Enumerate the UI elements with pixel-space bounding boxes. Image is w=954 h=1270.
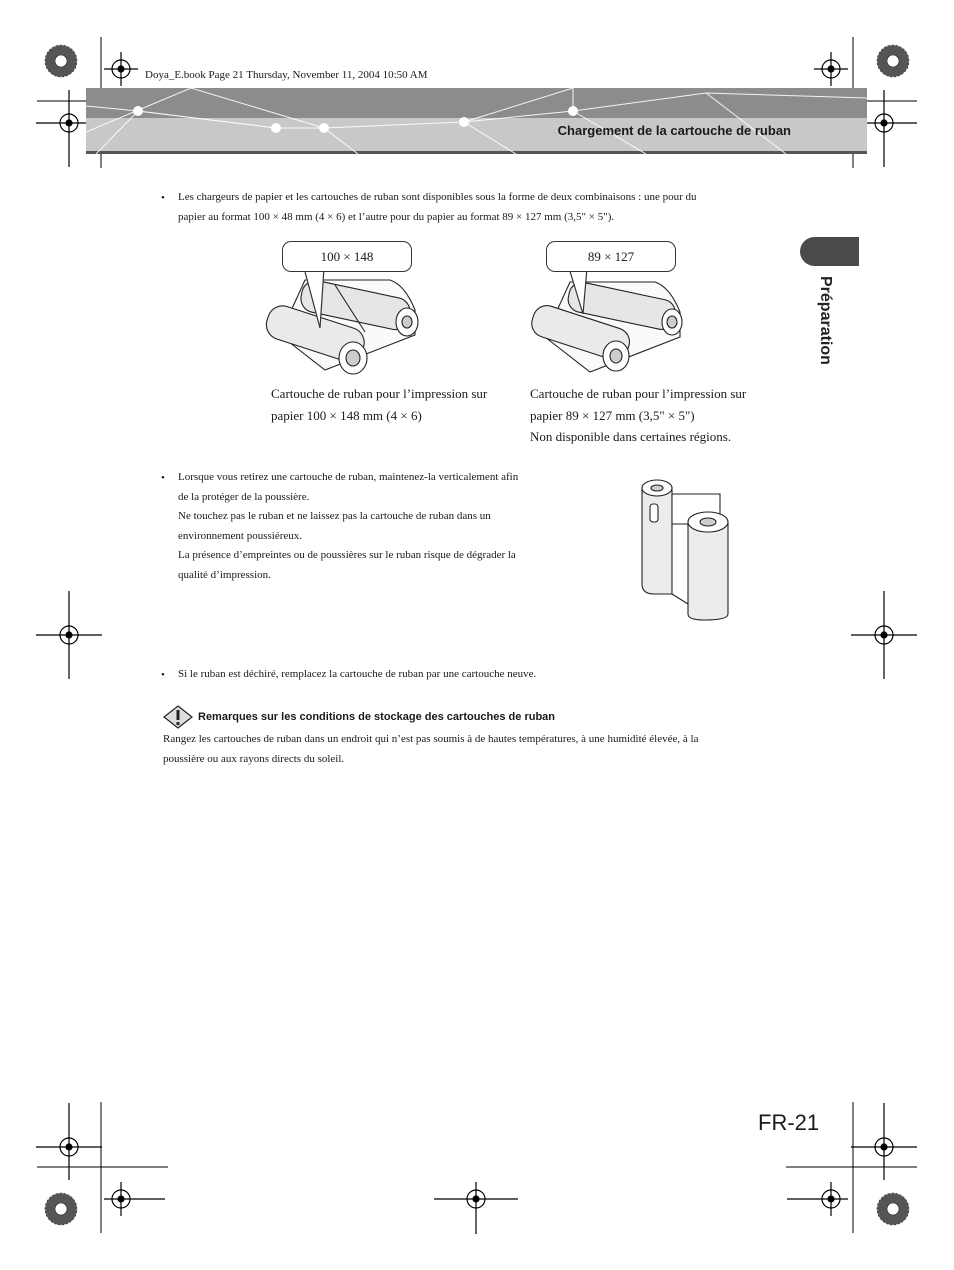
caption-line: papier 100 × 148 mm (4 × 6) <box>271 407 422 423</box>
bullet-dot: • <box>161 472 165 484</box>
figure-right-caption <box>530 383 790 448</box>
bullet-1-line: papier au format 100 × 48 mm (4 × 6) et l’autre pour du papier au format 89 × 127 mm (3,5" × 5"). <box>178 210 615 223</box>
vertical-cartridge-illustration <box>632 474 742 624</box>
bullet-2-line: Ne touchez pas le ruban et ne laissez pas la cartouche de ruban dans un <box>178 510 491 522</box>
callout-pointer <box>290 268 330 330</box>
size-callout-100x148: 100 × 148 <box>282 241 412 272</box>
callout-pointer <box>555 268 595 318</box>
page-number: FR-21 <box>758 1110 820 1135</box>
note-line: Rangez les cartouches de ruban dans un endroit qui n’est pas soumis à de hautes températures, à une humidité élevée, à la <box>163 733 699 745</box>
bullet-1-line: Les chargeurs de papier et les cartouches de ruban sont disponibles sous la forme de deux combinaisons : une pour du <box>178 191 697 203</box>
warning-icon <box>163 705 193 729</box>
caption-line: Cartouche de ruban pour l’impression sur <box>530 386 747 401</box>
note-line: poussière ou aux rayons directs du soleil. <box>163 752 345 765</box>
section-title: Chargement de la cartouche de ruban <box>557 123 791 138</box>
side-tab-text: Préparation <box>817 276 834 365</box>
bullet-2-line: Lorsque vous retirez une cartouche de ruban, maintenez-la verticalement afin <box>178 471 519 483</box>
bullet-2-line: La présence d’empreintes ou de poussières sur le ruban risque de dégrader la <box>178 549 516 561</box>
bullet-1-text <box>178 188 788 227</box>
caption-line: Cartouche de ruban pour l’impression sur <box>271 386 488 401</box>
side-tab-label <box>806 276 840 386</box>
bullet-2-line: qualité d’impression. <box>178 568 271 581</box>
book-info-line: Doya_E.book Page 21 Thursday, November 11, 2004 10:50 AM <box>145 69 428 81</box>
side-tab <box>800 237 859 266</box>
bullet-3-text: Si le ruban est déchiré, remplacez la cartouche de ruban par une cartouche neuve. <box>178 668 537 680</box>
bullet-dot: • <box>161 192 165 204</box>
figure-left-caption <box>271 383 521 426</box>
caption-line: papier 89 × 127 mm (3,5" × 5") <box>530 407 695 423</box>
note-title: Remarques sur les conditions de stockage des cartouches de ruban <box>198 711 556 723</box>
caption-line: Non disponible dans certaines régions. <box>530 429 732 444</box>
header-band <box>86 88 867 154</box>
bullet-dot: • <box>161 669 165 681</box>
bullet-2-line: environnement poussiéreux. <box>178 529 303 542</box>
ribbon-cartridge-illustration <box>530 262 690 377</box>
bullet-2-text <box>178 468 598 585</box>
bullet-2-line: de la protéger de la poussière. <box>178 490 310 503</box>
size-callout-89x127: 89 × 127 <box>546 241 676 272</box>
note-body <box>163 730 803 769</box>
